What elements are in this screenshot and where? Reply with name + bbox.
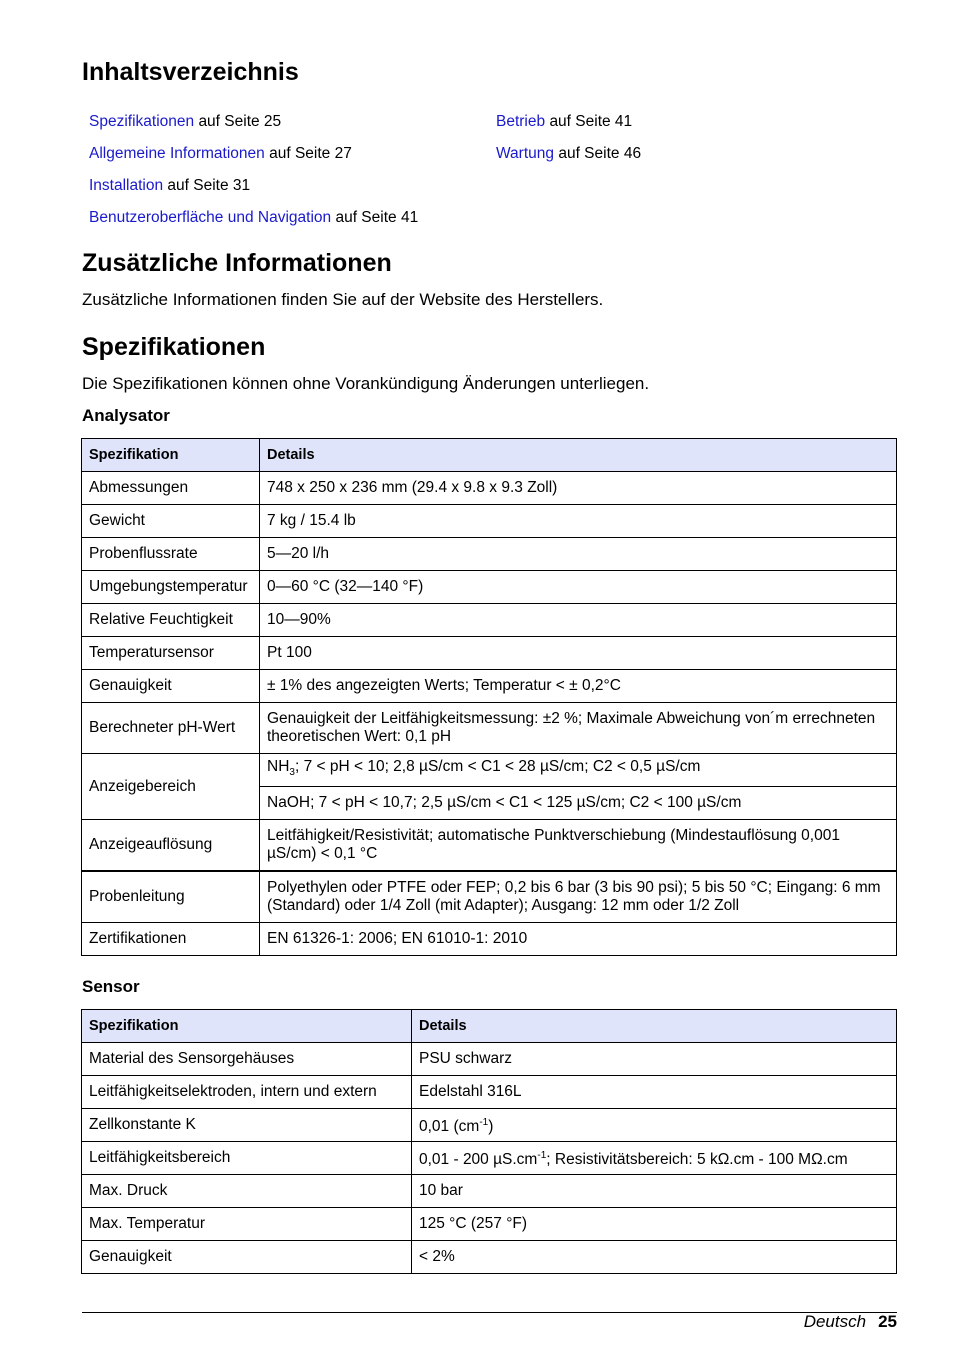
- toc-entry[interactable]: Betrieb auf Seite 41: [496, 113, 633, 130]
- conductivity-range-value: 0,01 - 200 $\mu S.cm^{-1}$; Resistivitätsbereich: 5 kΩ.cm - 100 MΩ.cm: [412, 1142, 897, 1175]
- column-header: Details: [412, 1010, 897, 1043]
- table-row: Berechneter pH-Wert Genauigkeit der Leitfähigkeitsmessung: ±2 %; Maximale Abweichung von´m errechneten theoretischen Wert: 0,1 pH: [82, 703, 897, 754]
- table-row: Max. Temperatur 125 °C (257 °F): [82, 1208, 897, 1241]
- cell-constant-value: 0,01 $(cm^{-1})$: [412, 1109, 897, 1142]
- toc-link[interactable]: Wartung: [496, 145, 555, 162]
- toc-right-column: [496, 106, 641, 170]
- specs-text: Die Spezifikationen können ohne Vorankündigung Änderungen unterliegen.: [82, 374, 650, 393]
- column-header: Spezifikation: [82, 439, 260, 472]
- table-row: [82, 754, 897, 787]
- toc-link[interactable]: Spezifikationen: [89, 113, 195, 130]
- column-header: Spezifikation: [82, 1010, 412, 1043]
- range-naoh: NaOH; 7 < pH < 10,7; 2,5 µS/cm < C1 < 125 µS/cm; C2 < 100 µS/cm: [260, 787, 897, 820]
- page-number: 25: [878, 1312, 897, 1331]
- table-row: Anzeigeauflösung Leitfähigkeit/Resistivität; automatische Punktverschiebung (Mindestauflösung 0,001 µS/cm) < 0,1 °C: [82, 820, 897, 872]
- toc-entry[interactable]: Wartung auf Seite 46: [496, 145, 642, 162]
- toc-entry[interactable]: Spezifikationen auf Seite 25: [89, 113, 282, 130]
- toc-link[interactable]: Betrieb: [496, 113, 546, 130]
- table-row: Zertifikationen EN 61326-1: 2006; EN 61010-1: 2010: [82, 923, 897, 956]
- toc-entry[interactable]: Allgemeine Informationen auf Seite 27: [89, 145, 352, 162]
- footer-divider: [82, 1312, 897, 1313]
- toc-entry[interactable]: Benutzeroberfläche und Navigation auf Seite 41: [89, 209, 419, 226]
- table-row: Abmessungen 748 x 250 x 236 mm (29.4 x 9.8 x 9.3 Zoll): [82, 472, 897, 505]
- analyzer-table: [81, 438, 897, 956]
- analyzer-title: Analysator: [82, 406, 170, 425]
- table-row: Genauigkeit ± 1% des angezeigten Werts; Temperatur < ± 0,2°C: [82, 670, 897, 703]
- range-nh3: $NH_3$; 7 < pH < 10; 2,8 µS/cm < C1 < 28 µS/cm; C2 < 0,5 µS/cm: [260, 754, 897, 787]
- table-header-row: [82, 439, 897, 472]
- extra-info-text: Zusätzliche Informationen finden Sie auf der Website des Herstellers.: [82, 290, 604, 309]
- toc-link[interactable]: Benutzeroberfläche und Navigation: [89, 209, 332, 226]
- specs-title: Spezifikationen: [82, 333, 266, 361]
- table-row: Probenflussrate 5—20 l/h: [82, 538, 897, 571]
- table-row: Leitfähigkeitselektroden, intern und extern Edelstahl 316L: [82, 1076, 897, 1109]
- table-row: Material des Sensorgehäuses PSU schwarz: [82, 1043, 897, 1076]
- table-row: Relative Feuchtigkeit 10—90%: [82, 604, 897, 637]
- column-header: Details: [260, 439, 897, 472]
- toc-entry[interactable]: Installation auf Seite 31: [89, 177, 251, 194]
- table-row: Umgebungstemperatur 0—60 °C (32—140 °F): [82, 571, 897, 604]
- page-footer: [804, 1312, 897, 1332]
- table-row: Zellkonstante K 0,01 $(cm^{-1})$: [82, 1109, 897, 1142]
- table-row: Temperatursensor Pt 100: [82, 637, 897, 670]
- table-row: Genauigkeit < 2%: [82, 1241, 897, 1274]
- extra-info-title: Zusätzliche Informationen: [82, 249, 392, 277]
- sensor-title: Sensor: [82, 977, 140, 996]
- toc-left-column: [89, 106, 418, 234]
- footer-language: Deutsch: [803, 1312, 867, 1331]
- toc-link[interactable]: Allgemeine Informationen: [89, 145, 265, 162]
- table-row: Leitfähigkeitsbereich 0,01 - 200 $\mu S.cm^{-1}$; Resistivitätsbereich: 5 kΩ.cm - 100 MΩ.cm: [82, 1142, 897, 1175]
- table-row: Gewicht 7 kg / 15.4 lb: [82, 505, 897, 538]
- range-label: Anzeigebereich: [82, 754, 260, 820]
- toc-link[interactable]: Installation: [89, 177, 164, 194]
- table-row: Max. Druck 10 bar: [82, 1175, 897, 1208]
- toc-title: Inhaltsverzeichnis: [82, 58, 299, 86]
- sensor-table: [81, 1009, 897, 1274]
- table-header-row: [82, 1010, 897, 1043]
- table-row: Probenleitung Polyethylen oder PTFE oder FEP; 0,2 bis 6 bar (3 bis 90 psi); 5 bis 50 °C; Eingang: 6 mm (Standard) oder 1/4 Zoll (mit Adapter); Ausgang: 12 mm oder 1/2 Zoll: [82, 871, 897, 923]
